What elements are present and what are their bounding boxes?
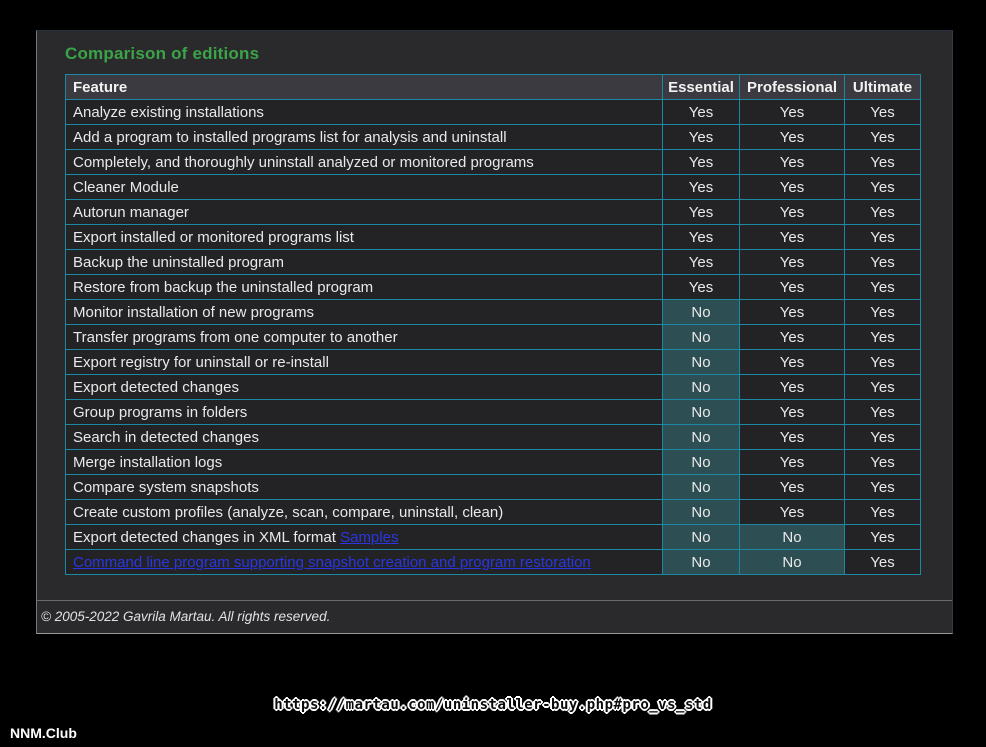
feature-cell: Export detected changes in XML format Samples [66,525,663,550]
value-cell: Yes [740,275,845,300]
watermark-text: NNM.Club [10,725,77,741]
value-cell: Yes [845,100,921,125]
value-cell: Yes [845,475,921,500]
feature-cell: Merge installation logs [66,450,663,475]
table-row [66,325,921,350]
value-cell: Yes [663,150,740,175]
value-cell: Yes [740,325,845,350]
column-header-ultimate: Ultimate [845,75,921,100]
feature-cell: Search in detected changes [66,425,663,450]
value-cell: Yes [740,450,845,475]
feature-cell: Create custom profiles (analyze, scan, compare, uninstall, clean) [66,500,663,525]
command-line-link[interactable]: Command line program supporting snapshot creation and program restoration [73,553,591,571]
table-row [66,375,921,400]
value-cell: Yes [845,225,921,250]
value-cell: Yes [740,375,845,400]
value-cell: No [663,325,740,350]
feature-cell: Compare system snapshots [66,475,663,500]
feature-cell: Cleaner Module [66,175,663,200]
value-cell: Yes [663,125,740,150]
table-header-row [66,75,921,100]
table-row [66,275,921,300]
value-cell: Yes [740,200,845,225]
feature-cell: Backup the uninstalled program [66,250,663,275]
feature-cell: Export registry for uninstall or re-install [66,350,663,375]
comparison-table [65,74,921,575]
value-cell: Yes [740,425,845,450]
table-row [66,400,921,425]
content-panel [36,30,953,634]
table-row [66,175,921,200]
value-cell: No [663,350,740,375]
value-cell: No [663,375,740,400]
copyright-text: © 2005-2022 Gavrila Martau. All rights reserved. [41,609,331,624]
table-row [66,225,921,250]
value-cell: Yes [740,225,845,250]
value-cell: No [663,425,740,450]
url-overlay-text: https://martau.com/uninstaller-buy.php#pro_vs_std [274,697,712,713]
table-row [66,525,921,550]
value-cell: Yes [845,325,921,350]
value-cell: Yes [663,175,740,200]
value-cell: Yes [663,250,740,275]
table-row [66,150,921,175]
value-cell: No [663,400,740,425]
feature-cell: Group programs in folders [66,400,663,425]
copyright-footer [37,600,952,633]
table-row [66,475,921,500]
column-header-professional: Professional [740,75,845,100]
value-cell: Yes [740,100,845,125]
table-row [66,200,921,225]
value-cell: Yes [845,125,921,150]
value-cell: No [740,550,845,575]
comparison-table-body [66,100,921,575]
feature-cell: Transfer programs from one computer to another [66,325,663,350]
value-cell: Yes [663,100,740,125]
samples-link[interactable]: Samples [340,528,399,546]
value-cell: Yes [740,500,845,525]
value-cell: Yes [845,300,921,325]
value-cell: No [663,450,740,475]
table-row [66,550,921,575]
feature-cell: Add a program to installed programs list for analysis and uninstall [66,125,663,150]
value-cell: Yes [845,175,921,200]
feature-cell: Export detected changes [66,375,663,400]
value-cell: Yes [663,225,740,250]
column-header-essential: Essential [663,75,740,100]
value-cell: Yes [845,450,921,475]
feature-cell: Export installed or monitored programs list [66,225,663,250]
value-cell: Yes [845,350,921,375]
feature-cell [66,550,663,575]
value-cell: Yes [740,350,845,375]
value-cell: Yes [845,375,921,400]
value-cell: No [740,525,845,550]
value-cell: Yes [663,200,740,225]
value-cell: No [663,300,740,325]
value-cell: Yes [740,300,845,325]
value-cell: Yes [845,425,921,450]
feature-cell: Autorun manager [66,200,663,225]
value-cell: Yes [740,475,845,500]
table-row [66,500,921,525]
value-cell: No [663,500,740,525]
feature-cell: Analyze existing installations [66,100,663,125]
value-cell: No [663,525,740,550]
value-cell: Yes [740,400,845,425]
feature-cell: Restore from backup the uninstalled program [66,275,663,300]
value-cell: Yes [740,175,845,200]
value-cell: Yes [740,125,845,150]
table-row [66,425,921,450]
value-cell: Yes [845,200,921,225]
table-row [66,250,921,275]
value-cell: Yes [845,525,921,550]
page-title: Comparison of editions [65,44,260,63]
table-row [66,125,921,150]
value-cell: Yes [845,275,921,300]
feature-cell: Completely, and thoroughly uninstall analyzed or monitored programs [66,150,663,175]
table-row [66,350,921,375]
value-cell: Yes [845,250,921,275]
value-cell: Yes [663,275,740,300]
value-cell: Yes [845,500,921,525]
column-header-feature: Feature [66,75,663,100]
table-row [66,300,921,325]
value-cell: Yes [845,150,921,175]
table-row [66,100,921,125]
value-cell: Yes [740,250,845,275]
value-cell: Yes [845,550,921,575]
feature-cell: Monitor installation of new programs [66,300,663,325]
value-cell: Yes [845,400,921,425]
table-row [66,450,921,475]
value-cell: No [663,550,740,575]
value-cell: No [663,475,740,500]
value-cell: Yes [740,150,845,175]
